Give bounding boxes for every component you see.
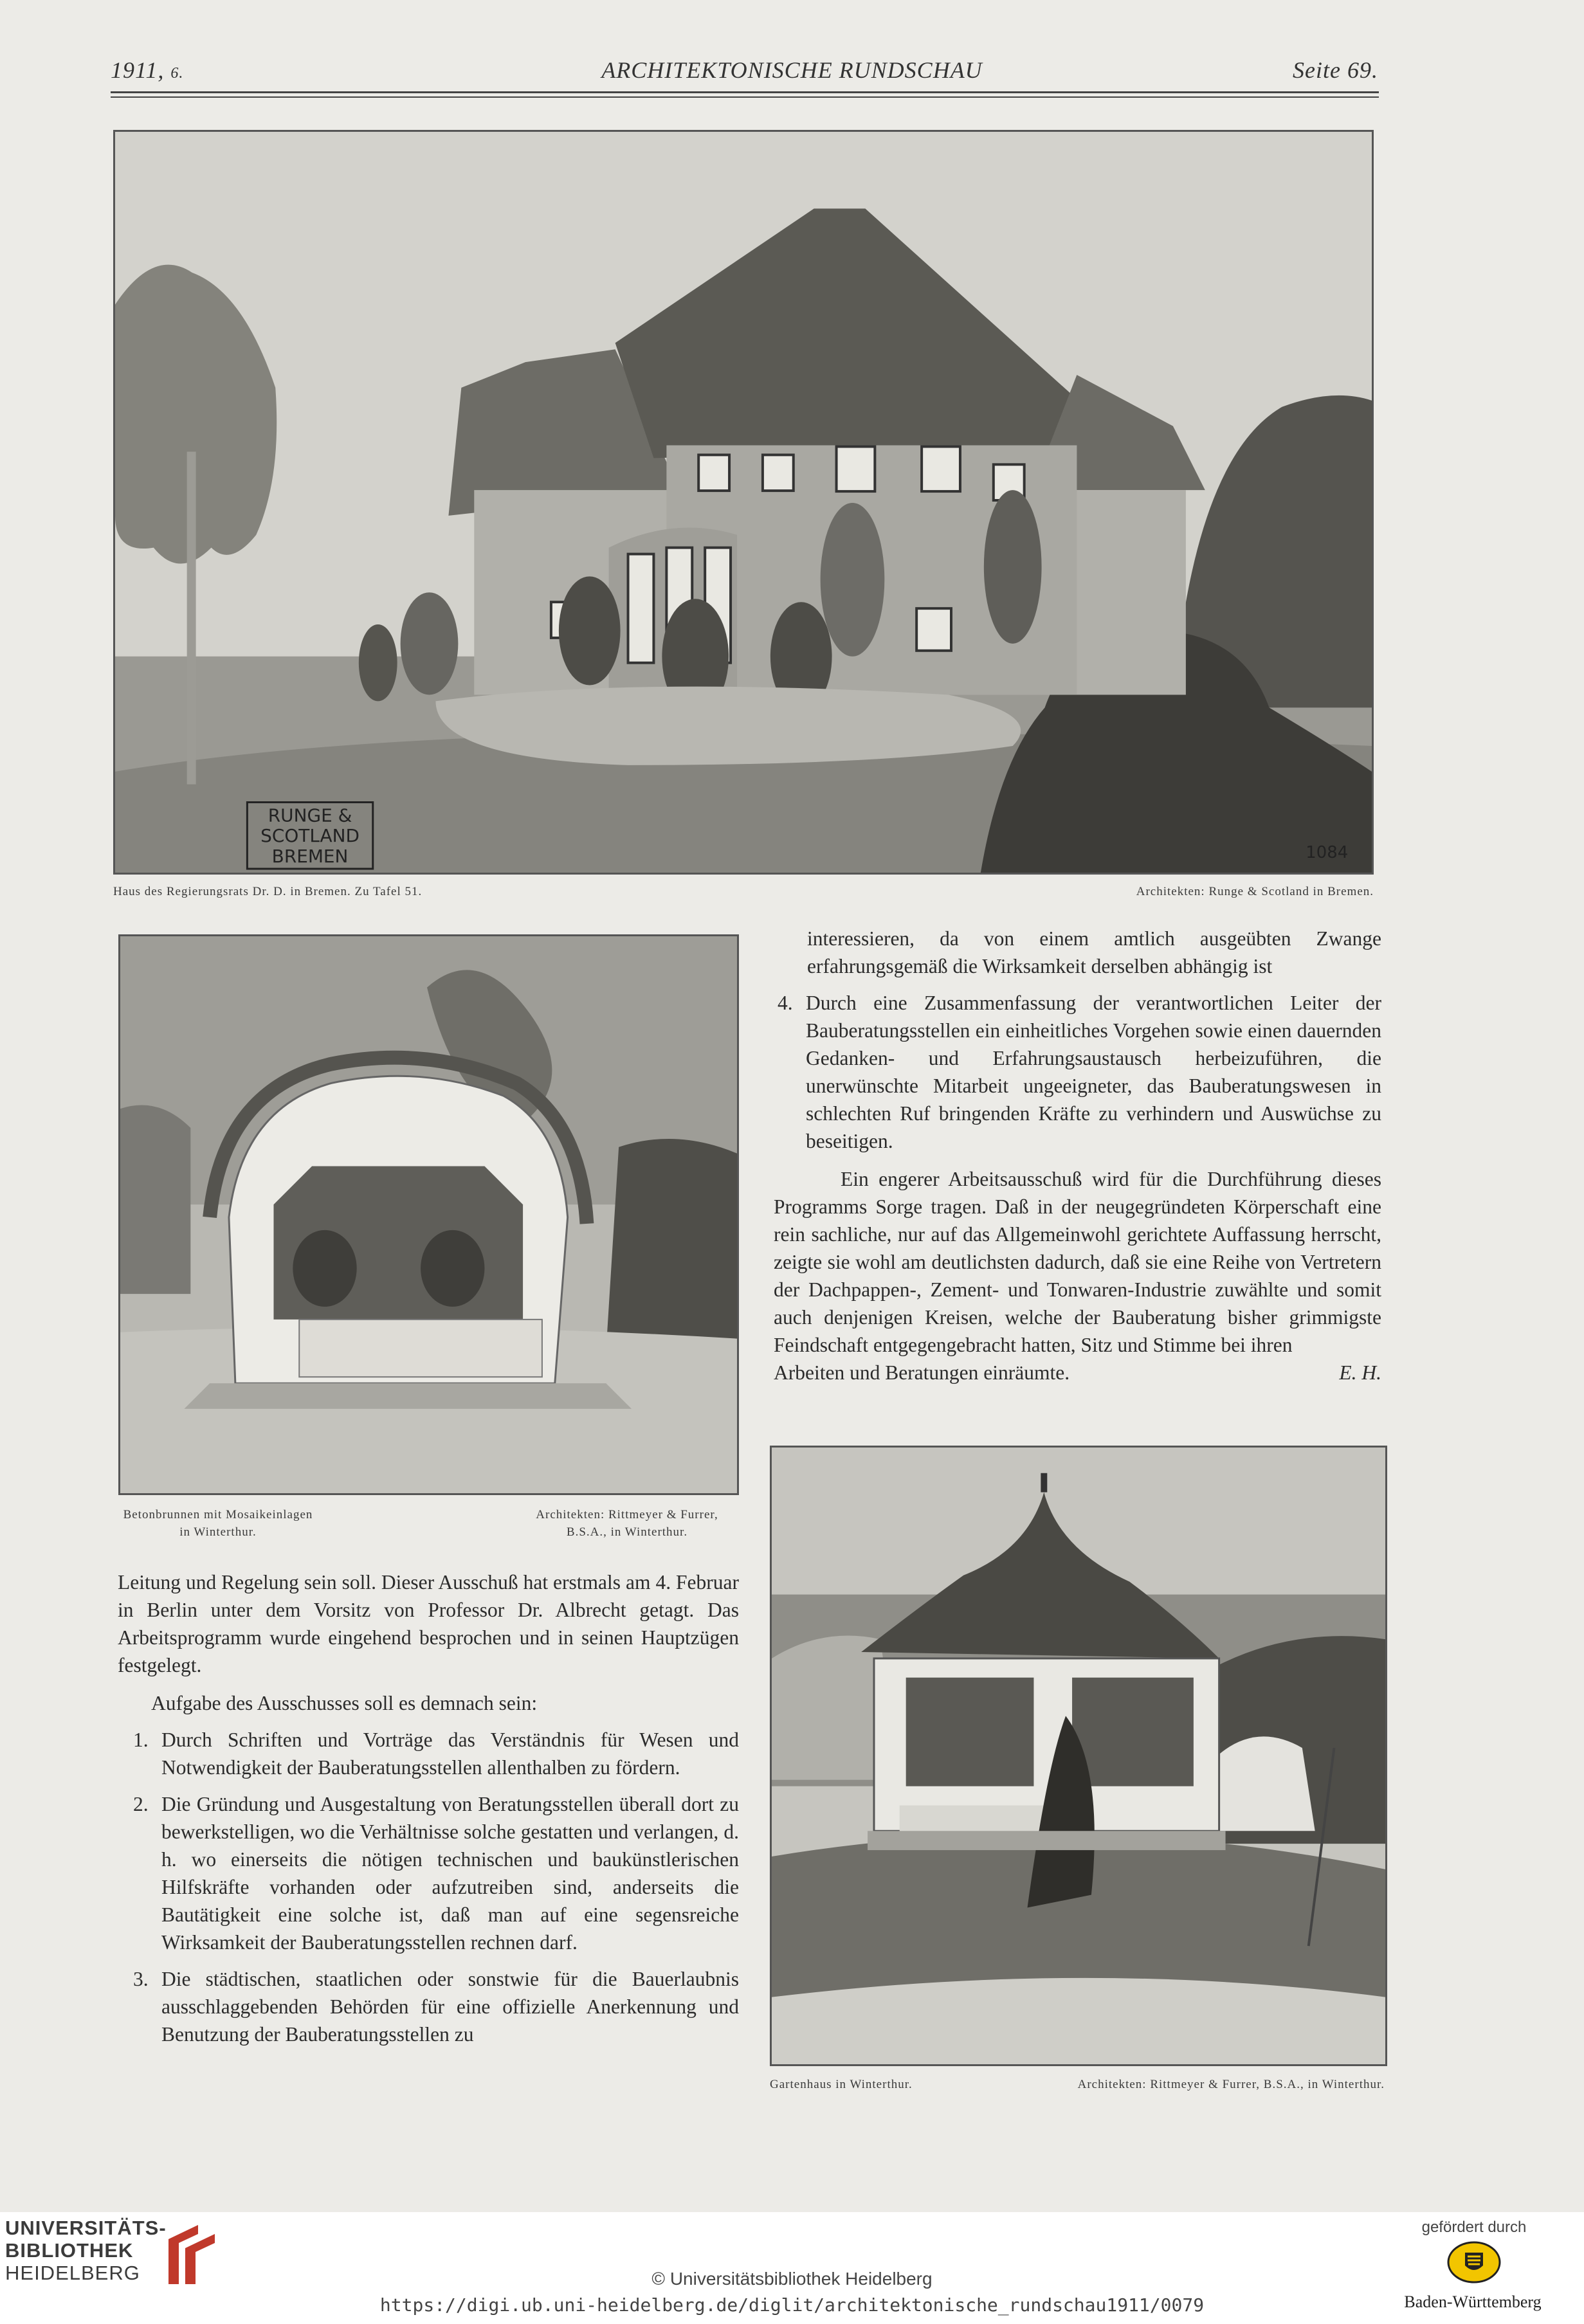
house-illustration xyxy=(113,130,1374,875)
fountain-caption-left xyxy=(118,1506,318,1541)
list-item-2-number: 2. xyxy=(133,1793,149,1815)
fountain-caption-left-1: Betonbrunnen mit Mosaikeinlagen xyxy=(123,1508,313,1521)
house-drawing xyxy=(115,132,1372,873)
list-item-2-text: Die Gründung und Ausgestaltung von Beratungsstellen überall dort zu bewerkstelligen, wo die Verhältnisse solche gestatten und verlangen, d. h. wo einerseits die nötigen technischen und baukünstlerischen Hilfskräfte vorhanden oder aufzutreiben sind, anderseits die Bautätigkeit eine solche ist, daß man auf eine segensreiche Wirksamkeit der Bauberatungsstellen rechnen darf. xyxy=(161,1793,739,1954)
continuation-paragraph: interessieren, da von einem amtlich ausgeübten Zwange erfahrungsgemäß die Wirksamkeit derselben abhängig ist xyxy=(807,927,1381,977)
last-line-text: Arbeiten und Beratungen einräumte. xyxy=(774,1361,1070,1384)
state-coat-of-arms-icon xyxy=(1447,2241,1501,2283)
fountain-caption-left-2: in Winterthur. xyxy=(179,1525,257,1539)
header-year: 1911, xyxy=(111,57,165,83)
fountain-image xyxy=(120,936,737,1493)
gardenhouse-photo xyxy=(770,1446,1387,2066)
left-column xyxy=(118,1568,739,2048)
fountain-caption-right-2: B.S.A., in Winterthur. xyxy=(566,1525,688,1539)
signature-line-1: RUNGE & xyxy=(268,804,352,826)
list-item-1-number: 1. xyxy=(133,1729,149,1751)
right-column xyxy=(774,925,1381,1386)
header-issue: 6. xyxy=(170,65,184,82)
fountain-photo xyxy=(118,934,739,1495)
list-item-4-number: 4. xyxy=(778,992,793,1014)
drawing-number: 1084 xyxy=(1306,843,1349,863)
journal-title: ARCHITEKTONISCHE RUNDSCHAU xyxy=(601,57,983,83)
list-item-4-text: Durch eine Zusammenfassung der verantwortlichen Leiter der Bauberatungsstellen ein einheitliches Vorgehen sowie einen dauernden Gedanken- und Erfahrungsaustausch herbeizuführen, die unerwünschte Mitarbeit ungeeigneter, das Bauberatungswesen in schlechten Ruf bringenden Kräfte zu verhindern und Auswüchse zu beseitigen. xyxy=(806,992,1381,1152)
library-line-3: HEIDELBERG xyxy=(5,2262,140,2284)
fountain-caption-right xyxy=(514,1506,740,1541)
house-caption-right: Architekten: Runge & Scotland in Bremen. xyxy=(1136,885,1374,898)
paragraph-last-line xyxy=(774,1359,1381,1386)
document-url[interactable]: https://digi.ub.uni-heidelberg.de/diglit/architektonische_rundschau1911/0079 xyxy=(379,2294,1205,2316)
list-item-3-number: 3. xyxy=(133,1968,149,1990)
house-caption-left: Haus des Regierungsrats Dr. D. in Bremen. Zu Tafel 51. xyxy=(113,885,423,898)
list-item-2 xyxy=(133,1790,739,1956)
committee-paragraph: Ein engerer Arbeitsausschuß wird für die Durchführung dieses Programms Sorge tragen. Daß in der neugegründeten Körperschaft eine rein sachliche, nur auf das Allgemeinwohl gerichtete Auffassung herrscht, zeigte sie wohl am deutlichsten dadurch, daß sie eine Reihe von Vertretern der Dachpappen-, Zement- und Tonwaren-Industrie zuwählte und somit auch denjenigen Kreisen, welche der Bauberatung bisher grimmigste Feindschaft entgegengebracht hatten, Sitz und Stimme bei ihren xyxy=(774,1168,1381,1356)
gardenhouse-caption-left: Gartenhaus in Winterthur. xyxy=(770,2078,913,2091)
gardenhouse-image xyxy=(772,1448,1385,2064)
library-line-2: BIBLIOTHEK xyxy=(5,2239,134,2262)
signature-line-3: BREMEN xyxy=(271,846,349,867)
list-item-3 xyxy=(133,1965,739,2048)
signature-line-2: SCOTLAND xyxy=(260,825,360,847)
header-rule-bottom xyxy=(111,96,1379,98)
copyright-notice: © Universitätsbibliothek Heidelberg xyxy=(651,2269,933,2289)
list-item-4 xyxy=(778,989,1381,1155)
author-initials: E. H. xyxy=(1339,1361,1381,1384)
intro-paragraph: Leitung und Regelung sein soll. Dieser Ausschuß hat erstmals am 4. Februar in Berlin unter dem Vorsitz von Professor Dr. Albrecht getagt. Das Arbeitsprogramm wurde eingehend besprochen und in seinen Hauptzügen festgelegt. xyxy=(118,1571,739,1676)
library-line-1: UNIVERSITÄTS- xyxy=(5,2217,167,2239)
task-heading: Aufgabe des Ausschusses soll es demnach sein: xyxy=(151,1692,538,1714)
list-item-1-text: Durch Schriften und Vorträge das Verständnis für Wesen und Notwendigkeit der Bauberatungsstellen allenthalben zu fördern. xyxy=(161,1729,739,1779)
page-number: Seite 69. xyxy=(1293,57,1378,83)
header-rule-top xyxy=(111,91,1379,93)
state-name: Baden-Württemberg xyxy=(1404,2292,1542,2311)
list-item-3-text: Die städtischen, staatlichen oder sonstwie für die Bauerlaubnis ausschlaggebenden Behörden für eine offizielle Anerkennung und Benutzung der Bauberatungsstellen zu xyxy=(161,1968,739,2046)
list-item-1 xyxy=(133,1726,739,1781)
funded-by-label: gefördert durch xyxy=(1421,2219,1527,2236)
fountain-caption-right-1: Architekten: Rittmeyer & Furrer, xyxy=(536,1508,718,1521)
gardenhouse-caption-right: Architekten: Rittmeyer & Furrer, B.S.A., in Winterthur. xyxy=(1077,2078,1385,2091)
